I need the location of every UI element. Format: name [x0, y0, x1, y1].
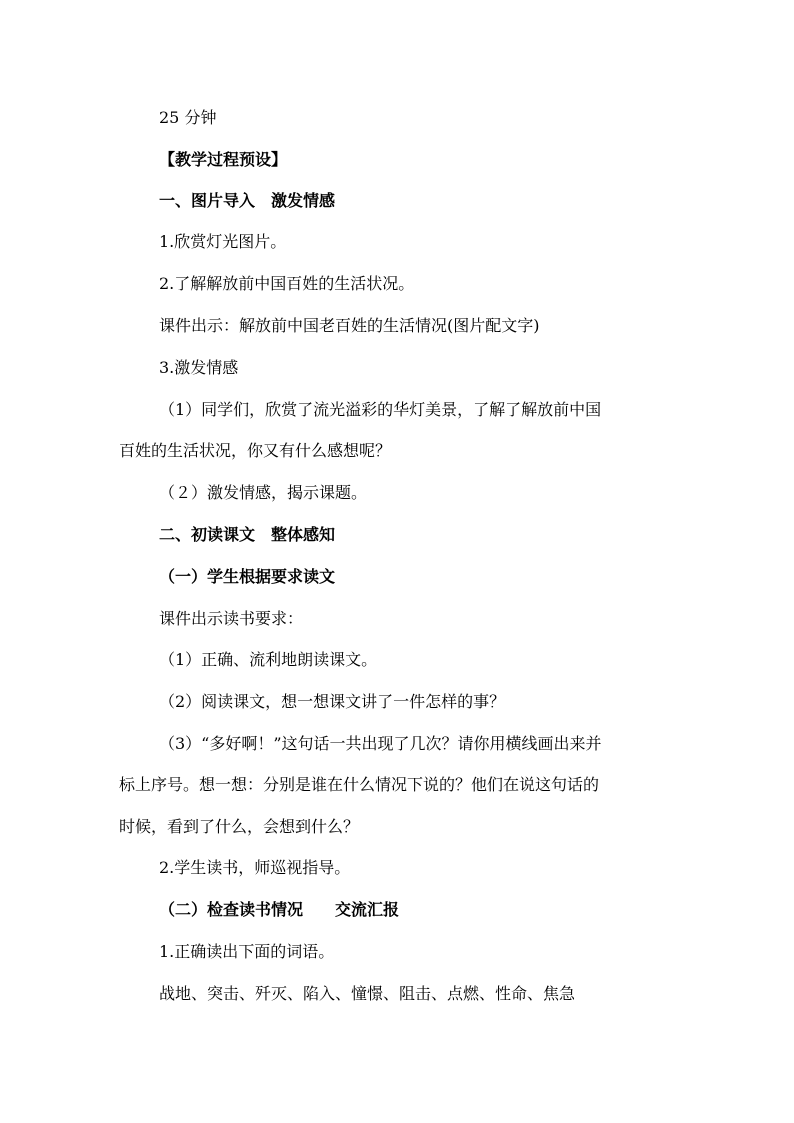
- part2-req2: （2）阅读课文，想一想课文讲了一件怎样的事？: [159, 692, 506, 711]
- part2-step2: 2.学生读书，师巡视指导。: [159, 858, 351, 877]
- part2-req3-line2: 标上序号。想一想：分别是谁在什么情况下说的？他们在说这句话的: [119, 775, 600, 794]
- part1-question1-line1: （1）同学们，欣赏了流光溢彩的华灯美景，了解了解放前中国: [159, 400, 602, 419]
- part1-step3: 3.激发情感: [159, 358, 239, 377]
- part1-heading: 一、图片导入 激发情感: [159, 191, 336, 210]
- part2-sub2-heading: （二）检查读书情况 交流汇报: [159, 900, 400, 919]
- part1-courseware: 课件出示：解放前中国老百姓的生活情况(图片配文字): [159, 316, 540, 335]
- part2-req3-line1: （3）“多好啊！”这句话一共出现了几次？请你用横线画出来并: [159, 734, 602, 753]
- part1-step1: 1.欣赏灯光图片。: [159, 232, 287, 251]
- part2-req1: （1）正确、流利地朗读课文。: [159, 650, 378, 669]
- duration-text: 25 分钟: [159, 108, 217, 127]
- part1-step2: 2.了解解放前中国百姓的生活状况。: [159, 274, 415, 293]
- part2-heading: 二、初读课文 整体感知: [159, 525, 336, 544]
- part2-words: 战地、突击、歼灭、陷入、憧憬、阻击、点燃、性命、焦急: [159, 984, 576, 1003]
- part1-question1-line2: 百姓的生活状况，你又有什么感想呢？: [119, 441, 392, 460]
- part2-courseware-req: 课件出示读书要求：: [159, 609, 304, 628]
- section-heading: 【教学过程预设】: [159, 150, 288, 169]
- part1-question2: （２）激发情感，揭示课题。: [159, 483, 368, 502]
- part2-req3-line3: 时候，看到了什么，会想到什么？: [119, 817, 360, 836]
- part2-sub1-heading: （一）学生根据要求读文: [159, 567, 336, 586]
- part2-words-intro: 1.正确读出下面的词语。: [159, 942, 335, 961]
